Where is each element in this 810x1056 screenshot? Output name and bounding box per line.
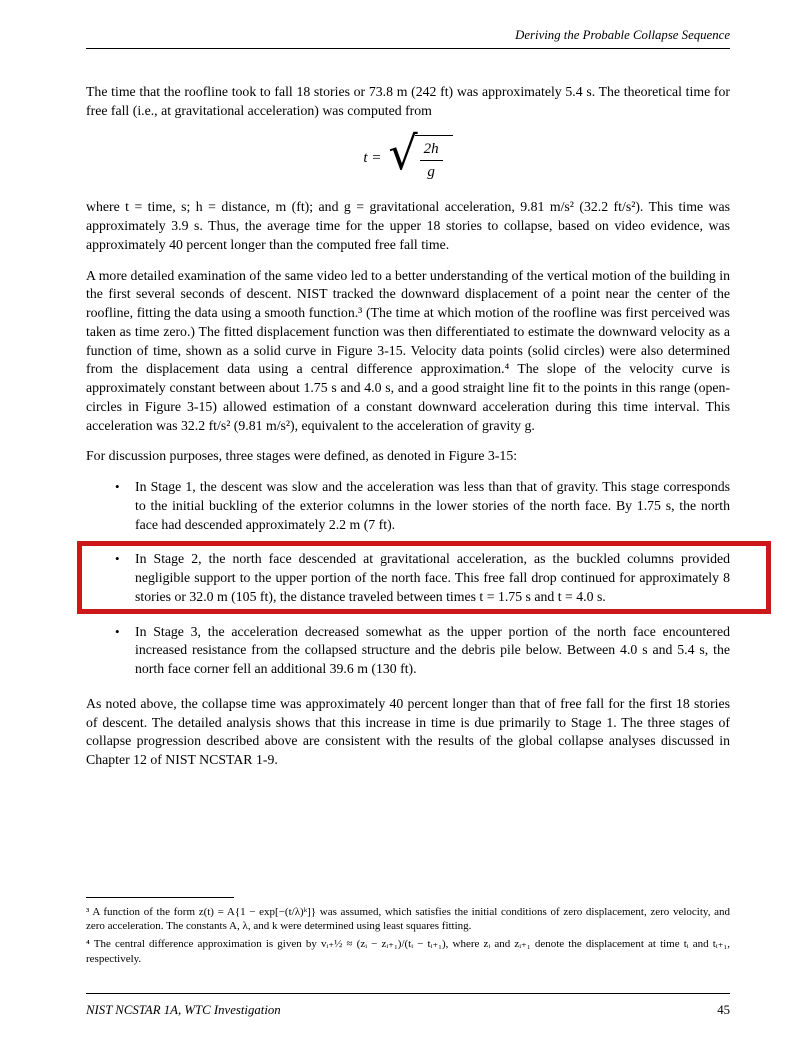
paragraph-conclusion: As noted above, the collapse time was approximately 40 percent longer than that of free fall for the first 18 stories of descent. The detailed analysis shows that this increase in time is due primarily to Stage 1. The three stages of collapse progression described above are consistent with the results of the global collapse analyses discussed in Chapter 12 of NIST NCSTAR 1-9.	[86, 695, 730, 768]
page-number: 45	[717, 1003, 730, 1017]
bullet-icon: •	[115, 623, 120, 639]
equation-fraction	[420, 139, 443, 183]
equation-denominator: g	[427, 163, 435, 180]
bullet-stage-3	[86, 623, 730, 679]
bullet-stage-1-text: In Stage 1, the descent was slow and the acceleration was less than that of gravity. This stage corresponds to the initial buckling of the exterior columns in the lower stories of the north face. By 1.75 s, the north face had descended approximately 2.2 m (7 ft).	[135, 479, 730, 532]
footnote-4: ⁴ The central difference approximation is given by vᵢ₊½ ≈ (zᵢ − zᵢ₊₁)/(tᵢ − tᵢ₊₁), where zᵢ and zᵢ₊₁ denote the displacement at time tᵢ and tᵢ₊₁, respectively.	[86, 938, 730, 966]
bullet-stage-1	[86, 478, 730, 534]
equation-lhs: t =	[363, 150, 382, 167]
running-header	[86, 28, 730, 49]
running-header-title: Deriving the Probable Collapse Sequence	[515, 28, 730, 42]
bullet-stage-3-text: In Stage 3, the acceleration decreased somewhat as the upper portion of the north face encountered increased resistance from the collapsed structure and the debris pile below. Between 4.0 s and 5.4 s, the north face corner fell an additional 39.6 m (130 ft).	[135, 623, 730, 677]
footnote-separator	[86, 897, 234, 898]
footer-document-title: NIST NCSTAR 1A, WTC Investigation	[86, 1003, 281, 1017]
paragraph-roofline-fall-time: The time that the roofline took to fall 18 stories or 73.8 m (242 ft) was approximately 5.4 s. The theoretical time for free fall (i.e., at gravitational acceleration) was computed from	[86, 84, 730, 118]
paragraph-video-analysis: A more detailed examination of the same video led to a better understanding of the vertical motion of the building in the first several seconds of descent. NIST tracked the downward displacement of a point near the center of the roofline, fitting the data using a smooth function.³ (The time at which motion of the roofline was first perceived was taken as time zero.) The fitted displacement function was then differentiated to estimate the downward velocity as a function of time, shown as a solid curve in Figure 3-15. Velocity data points (solid circles) were also determined from the displacement data using a central difference approximation.⁴ The slope of the velocity curve is approximately constant between about 1.75 s and 4.0 s, and a good straight line fit to the points in this range (open-circles in Figure 3-15) allowed estimation of a constant downward acceleration during this time interval. This acceleration was 32.2 ft/s² (9.81 m/s²), equivalent to the acceleration of gravity g.	[86, 267, 730, 433]
paragraph-three-stages-intro: For discussion purposes, three stages were defined, as denoted in Figure 3-15:	[86, 448, 518, 464]
document-body	[86, 83, 730, 770]
page-footer	[86, 993, 730, 1018]
equation-numerator: 2h	[420, 139, 443, 161]
equation-radicand	[415, 135, 453, 183]
equation-radical-group	[388, 125, 452, 183]
free-fall-equation	[86, 125, 730, 183]
bullet-icon: •	[115, 551, 120, 567]
footnotes-section	[86, 897, 730, 970]
radical-sign-icon: √	[388, 125, 418, 180]
footnote-3: ³ A function of the form z(t) = A{1 − exp[−(t/λ)ᵏ]} was assumed, which satisfies the initial conditions of zero displacement, zero velocity, and zero acceleration. The constants A, λ, and k were determined using least squares fitting.	[86, 905, 730, 933]
stage-bullet-list	[86, 478, 730, 679]
bullet-stage-2-text: In Stage 2, the north face descended at gravitational acceleration, as the buckled columns provided negligible support to the upper portion of the north face. This free fall drop continued for approximately 8 stories or 32.0 m (105 ft), the distance traveled between times t = 1.75 s and t = 4.0 s.	[135, 551, 730, 604]
bullet-icon: •	[115, 479, 120, 495]
paragraph-variable-definitions: where t = time, s; h = distance, m (ft); and g = gravitational acceleration, 9.81 m/s² (32.2 ft/s²). This time was approximately 3.9 s. Thus, the average time for the upper 18 stories to collapse, based on video evidence, was approximately 40 percent longer than the computed free fall time.	[86, 199, 730, 252]
bullet-stage-2	[86, 550, 730, 606]
